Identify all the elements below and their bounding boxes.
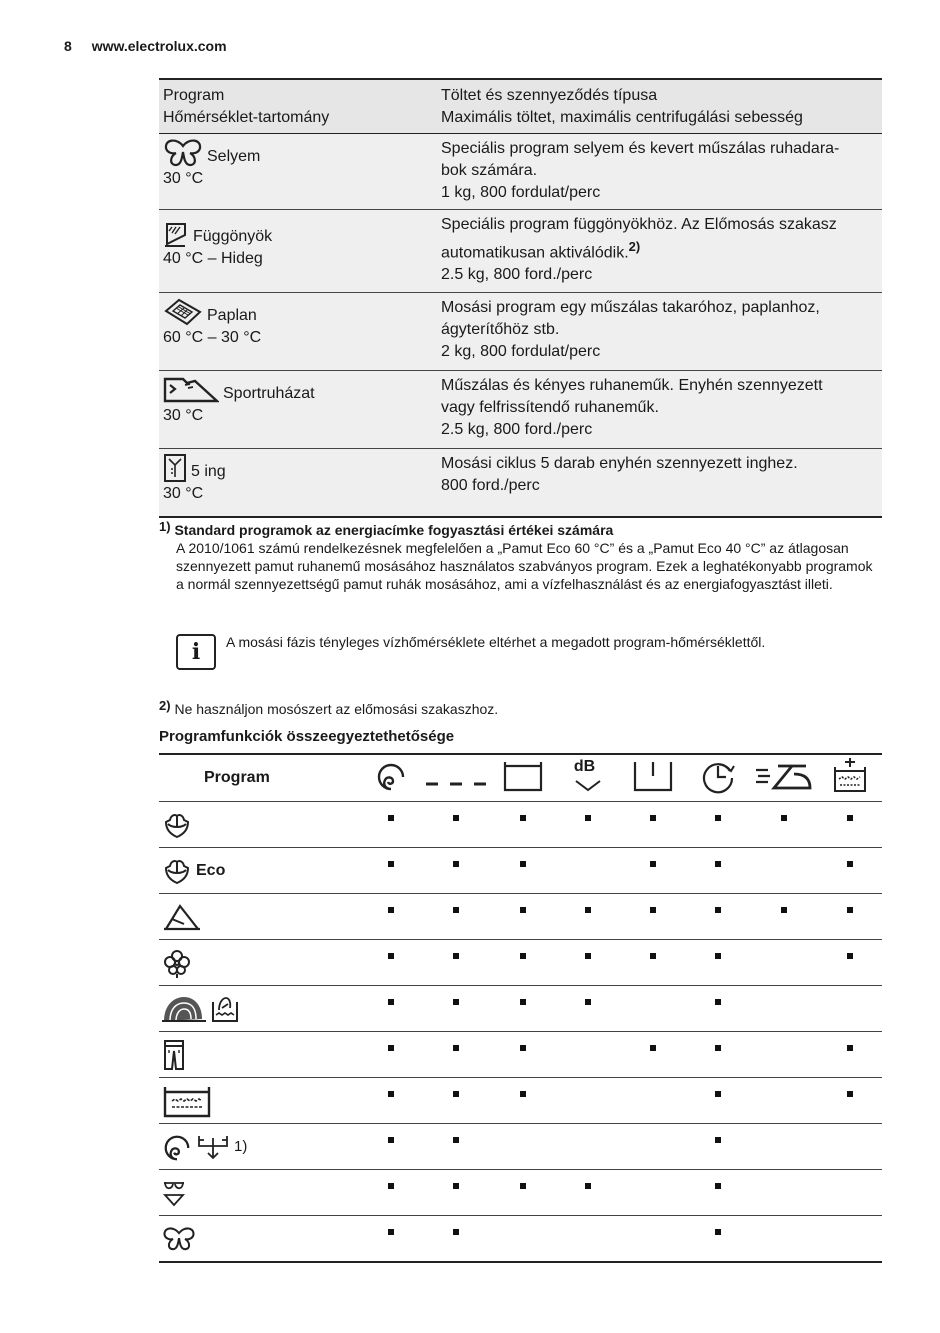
table-row [159,802,882,848]
table-row [159,986,882,1032]
compat-cell-rinse-hold-icon [422,1078,490,1124]
compat-cell-easy-iron-icon [750,848,818,894]
page-header [64,38,227,54]
compat-cell-rinse-hold-icon [422,1124,490,1170]
compat-cell-delay-start-icon [686,1078,750,1124]
rinse-icon [162,1083,212,1119]
program-table-header [159,79,882,134]
compat-cell-extra-rinse-icon [817,848,882,894]
compat-mark [585,999,591,1005]
compat-mark [453,1229,459,1235]
compat-mark [715,815,721,821]
compat-mark [715,999,721,1005]
compat-mark [650,907,656,913]
compat-cell-extra-rinse-icon [817,1124,882,1170]
compat-cell-spin-icon [359,1032,423,1078]
spin-icon [162,1132,192,1162]
shirts-icon [163,453,187,483]
footnote-1: $^{1)}$ Standard programok az energiacímke fogyasztási értékei számára A 2010/1061 számú rendelkezésnek megfelelően a „Pamut Eco 60 °C” és a „Pamut Eco 40 °C” az átlagosan szennyezett pamut ruhanemű mosásához használatos szabványos program. Ezek a leghatékonyabb programok a normál szennyezettségű pamut ruhák mosásához, ami a vízfelhasználást és az energiafogyasztást illeti. [159,518,884,593]
footnote-ref: 1) [234,1138,248,1155]
compat-mark [388,861,394,867]
compat-cell-extra-rinse-icon [817,1032,882,1078]
compat-cell-easy-iron-icon [750,940,818,986]
compat-cell-rinse-hold-icon [422,1032,490,1078]
compat-cell-spin-icon [359,1170,423,1216]
compat-cell-quiet-icon [555,986,620,1032]
compat-mark [715,1045,721,1051]
eco-label: Eco [196,861,226,879]
silk-icon [163,138,203,168]
wool-icon [162,993,206,1025]
compat-mark [453,1091,459,1097]
table-row [159,894,882,940]
compat-mark [847,1091,853,1097]
compat-cell-quiet-icon [555,1078,620,1124]
table-row: 5 ing 30 °C Mosási ciklus 5 darab enyhén szennyezett inghez. 800 ford./perc [159,449,882,518]
compat-mark [453,953,459,959]
compat-mark [715,1137,721,1143]
compat-mark [715,1229,721,1235]
header-load: Töltet és szennyeződés típusa Maximális töltet, maximális centrifugálási sebesség [437,79,882,134]
compat-mark [388,953,394,959]
cotton-icon [162,810,192,840]
night-cycle-icon [501,758,545,794]
compat-cell-delay-start-icon [686,1124,750,1170]
header-program: Program Hőmérséklet-tartomány [159,79,437,134]
compat-mark [388,999,394,1005]
compat-header [159,754,882,802]
compat-cell-night-cycle-icon [490,1078,555,1124]
footnote-1-text: A 2010/1061 számú rendelkezésnek megfelelően a „Pamut Eco 60 °C” és a „Pamut Eco 40 °C” az átlagosan szennyezett pamut ruhanemű mosásához használatos szabványos program. Ezek a leghatékonyabb programok a normál szennyezettségű pamut ruhák mosásához, ami a vízfelhasználást és az energiafogyasztást illeti. [176,540,873,592]
compat-mark [453,907,459,913]
program-temp: 30 °C [163,170,204,187]
compat-mark [453,861,459,867]
compat-mark [453,999,459,1005]
compat-cell-stain-icon [620,1216,685,1263]
table-row: Paplan 60 °C – 30 °C Mosási program egy műszálas takaróhoz, paplanhoz, ágyterítőhöz stb. 2 kg, 800 fordulat/perc [159,293,882,371]
compat-cell-night-cycle-icon [490,802,555,848]
compat-mark [520,1045,526,1051]
compat-mark [715,907,721,913]
compat-mark [388,815,394,821]
compat-cell-stain-icon [620,1124,685,1170]
compat-mark [520,999,526,1005]
compat-cell-stain-icon [620,848,685,894]
compat-cell-extra-rinse-icon [817,986,882,1032]
compat-cell-stain-icon [620,1170,685,1216]
compat-cell-night-cycle-icon [490,848,555,894]
compat-mark [715,953,721,959]
compat-cell-easy-iron-icon [750,986,818,1032]
compat-mark [388,1045,394,1051]
compat-mark [781,815,787,821]
delicates-icon [162,948,192,978]
compat-cell-night-cycle-icon [490,1216,555,1263]
compat-mark [388,1137,394,1143]
table-row [159,1032,882,1078]
table-row [159,940,882,986]
compat-cell-rinse-hold-icon [422,940,490,986]
compat-cell-easy-iron-icon [750,894,818,940]
compat-cell-rinse-hold-icon [422,894,490,940]
compat-cell-night-cycle-icon [490,1032,555,1078]
compat-mark [650,861,656,867]
compat-cell-delay-start-icon [686,986,750,1032]
compat-cell-spin-icon [359,1078,423,1124]
quiet-icon: dB [568,758,608,798]
compat-cell-extra-rinse-icon [817,940,882,986]
compat-mark [847,1045,853,1051]
compat-cell-rinse-hold-icon [422,1170,490,1216]
info-note [176,634,765,670]
compat-mark [847,861,853,867]
compat-mark [520,1183,526,1189]
table-row [159,1078,882,1124]
easy-iron-icon [754,760,814,792]
compat-mark [585,907,591,913]
compat-mark [520,907,526,913]
compat-cell-delay-start-icon [686,894,750,940]
jeans-icon [162,1039,186,1071]
compat-mark [650,815,656,821]
compat-mark [781,907,787,913]
program-name: Sportruházat [223,385,315,402]
compat-cell-delay-start-icon [686,1170,750,1216]
compat-mark [650,1045,656,1051]
compat-cell-delay-start-icon [686,940,750,986]
compat-cell-easy-iron-icon [750,802,818,848]
compat-cell-extra-rinse-icon [817,1216,882,1263]
program-temp: 60 °C – 30 °C [163,329,262,346]
program-temp: 40 °C – Hideg [163,250,263,267]
page-number: 8 [64,38,72,54]
compat-title: Programfunkciók összeegyeztethetősége [159,728,455,745]
compat-cell-easy-iron-icon [750,1216,818,1263]
delay-start-icon [700,758,736,794]
compat-table [159,753,882,1263]
compat-cell-stain-icon [620,986,685,1032]
compat-mark [453,1137,459,1143]
drain-icon [196,1132,230,1162]
compat-cell-stain-icon [620,802,685,848]
cotton-icon [162,856,192,886]
lingerie-icon [162,1178,186,1208]
compat-cell-rinse-hold-icon [422,1216,490,1263]
compat-mark [650,953,656,959]
footnote-2: $^{2)}$ Ne használjon mosószert az előmosási szakaszhoz. [159,698,499,717]
compat-cell-spin-icon [359,986,423,1032]
table-row [159,1216,882,1263]
rinse-hold-icon [426,760,486,792]
compat-mark [585,953,591,959]
compat-cell-quiet-icon [555,848,620,894]
compat-mark [388,1183,394,1189]
compat-mark [847,953,853,959]
compat-mark [715,1091,721,1097]
compat-mark [388,1229,394,1235]
compat-mark [585,815,591,821]
compat-mark [847,815,853,821]
compat-cell-night-cycle-icon [490,894,555,940]
compat-cell-quiet-icon [555,940,620,986]
compat-mark [388,1091,394,1097]
compat-mark [388,907,394,913]
compat-mark [453,1183,459,1189]
info-text: A mosási fázis tényleges vízhőmérséklete eltérhet a megadott program-hőmérséklettől. [226,634,766,650]
compat-cell-extra-rinse-icon [817,894,882,940]
compat-cell-spin-icon [359,1216,423,1263]
compat-cell-delay-start-icon [686,1216,750,1263]
table-row [159,848,882,894]
compat-cell-quiet-icon [555,1124,620,1170]
stain-icon [631,758,675,794]
compat-cell-quiet-icon [555,1170,620,1216]
compat-cell-quiet-icon [555,1216,620,1263]
compat-cell-spin-icon [359,894,423,940]
program-temp: 30 °C [163,407,204,424]
compat-cell-stain-icon [620,894,685,940]
compat-mark [585,1183,591,1189]
program-name: Paplan [207,307,257,324]
compat-cell-extra-rinse-icon [817,1078,882,1124]
compat-cell-rinse-hold-icon [422,802,490,848]
duvet-icon [163,297,203,327]
program-name: Selyem [207,148,261,165]
compat-mark [520,815,526,821]
compat-cell-night-cycle-icon [490,1170,555,1216]
silk-icon [162,1225,196,1253]
compat-cell-stain-icon [620,1032,685,1078]
compat-body [159,802,882,1263]
table-row: Selyem 30 °C Speciális program selyem és kevert műszálas ruhadara- bok számára. 1 kg, 800 fordulat/perc [159,134,882,210]
compat-cell-extra-rinse-icon [817,1170,882,1216]
site-url[interactable]: www.electrolux.com [91,38,227,54]
compat-cell-quiet-icon [555,802,620,848]
extra-rinse-icon [831,757,869,795]
program-temp: 30 °C [163,485,204,502]
compat-cell-extra-rinse-icon [817,802,882,848]
compat-mark [520,953,526,959]
compat-cell-night-cycle-icon [490,940,555,986]
compat-cell-quiet-icon [555,894,620,940]
compat-cell-delay-start-icon [686,1032,750,1078]
program-name: 5 ing [191,463,226,480]
compat-program-header: Program [159,754,359,802]
compat-mark [520,1091,526,1097]
compat-cell-easy-iron-icon [750,1124,818,1170]
compat-mark [520,861,526,867]
table-row [159,1170,882,1216]
hand-wash-icon [210,994,240,1024]
table-row [159,1124,882,1170]
compat-cell-spin-icon [359,1124,423,1170]
sportswear-icon [163,375,219,405]
compat-mark [847,907,853,913]
compat-mark [715,1183,721,1189]
compat-cell-easy-iron-icon [750,1078,818,1124]
compat-mark [453,815,459,821]
compat-cell-night-cycle-icon [490,986,555,1032]
compat-cell-stain-icon [620,1078,685,1124]
compat-cell-spin-icon [359,848,423,894]
compat-cell-rinse-hold-icon [422,848,490,894]
compat-mark [715,861,721,867]
compat-cell-rinse-hold-icon [422,986,490,1032]
compat-cell-quiet-icon [555,1032,620,1078]
compat-cell-delay-start-icon [686,848,750,894]
compat-cell-easy-iron-icon [750,1170,818,1216]
program-name: Függönyök [193,228,273,245]
curtains-icon [163,222,189,248]
compat-mark [453,1045,459,1051]
info-icon: i [176,634,216,670]
synthetics-icon [162,902,202,932]
table-row: Függönyök 40 °C – Hideg Speciális program függönyökhöz. Az Előmosás szakasz automatikusan aktiválódik.$^{2)}$ 2.5 kg, 800 ford./perc [159,210,882,293]
compat-cell-spin-icon [359,802,423,848]
table-row: Sportruházat 30 °C Műszálas és kényes ruhaneműk. Enyhén szennyezett vagy felfrissítendő ruhaneműk. 2.5 kg, 800 ford./perc [159,371,882,449]
spin-icon [375,760,407,792]
compat-cell-night-cycle-icon [490,1124,555,1170]
program-table [159,78,882,518]
compat-cell-easy-iron-icon [750,1032,818,1078]
compat-cell-delay-start-icon [686,802,750,848]
compat-cell-spin-icon [359,940,423,986]
compat-cell-stain-icon [620,940,685,986]
